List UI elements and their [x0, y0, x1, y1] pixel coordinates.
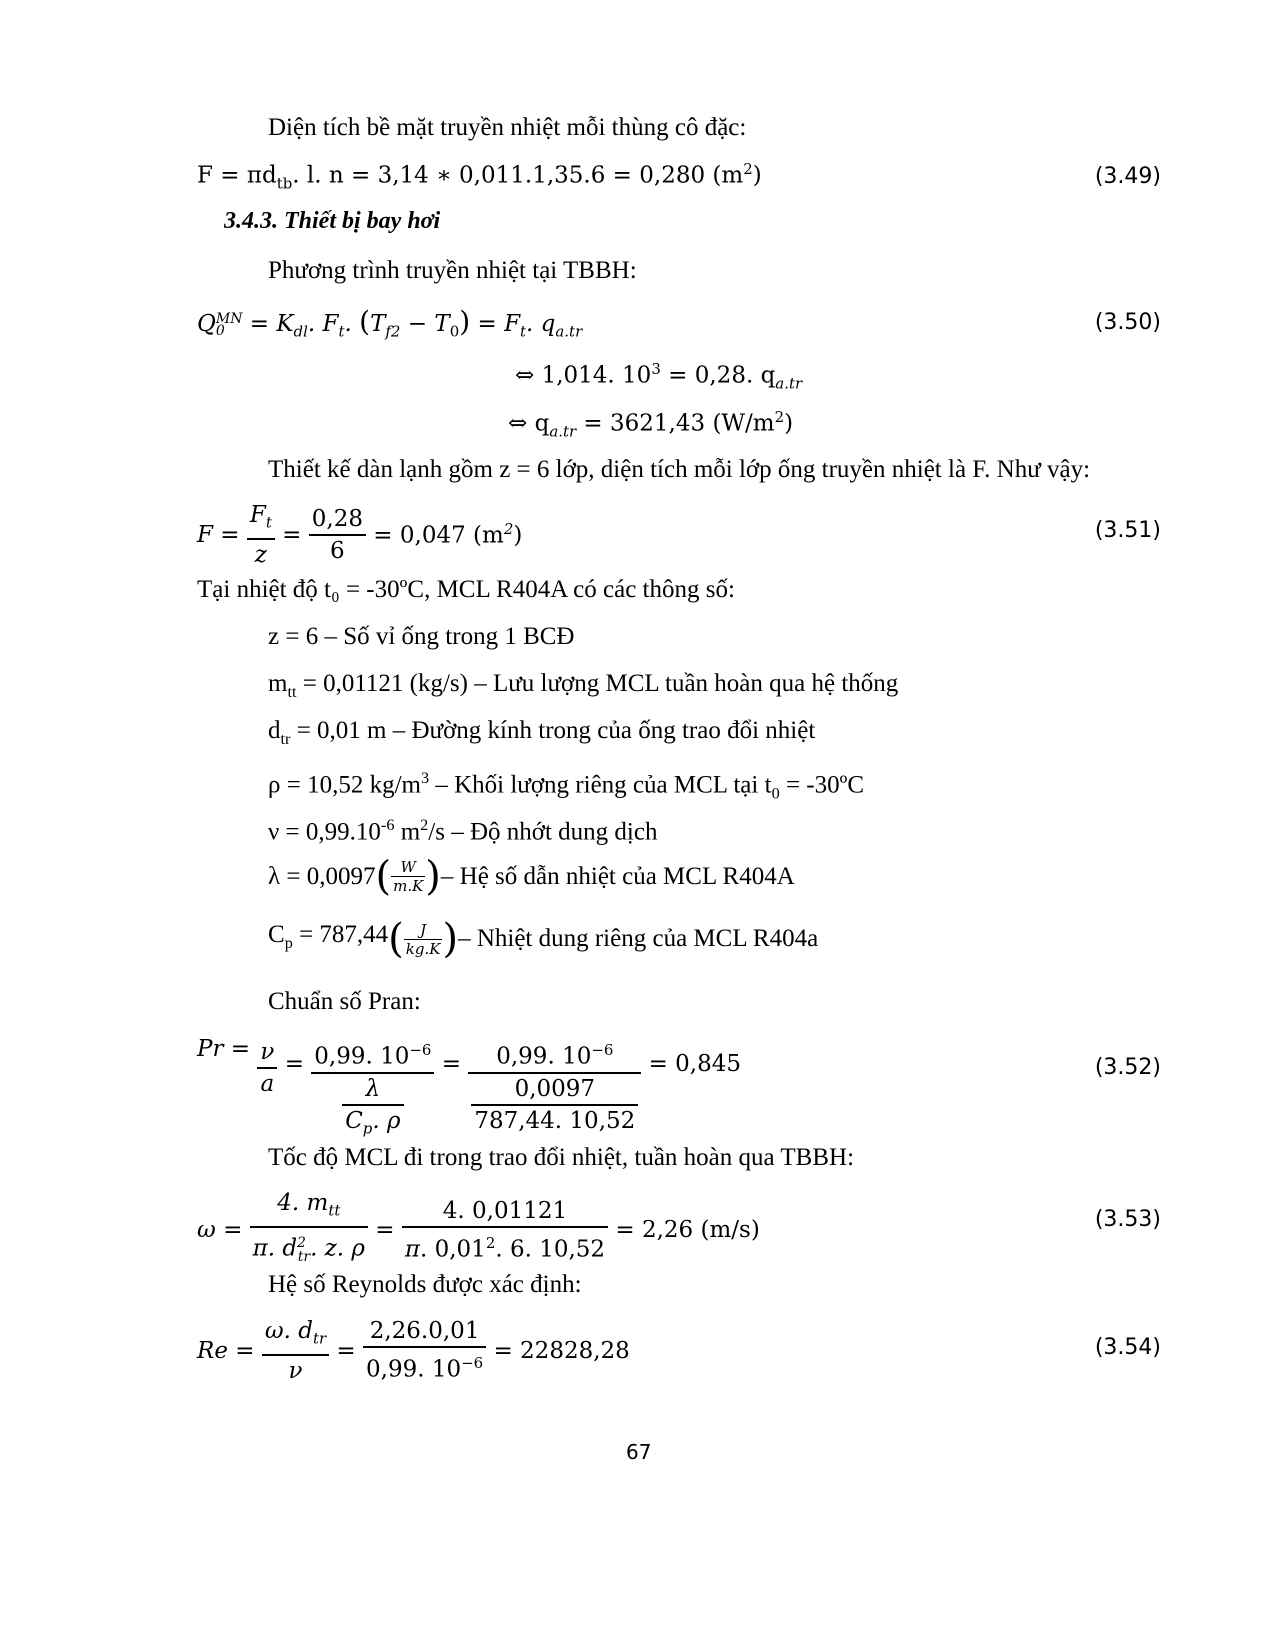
equation-number-3-53: (3.53) [1094, 1207, 1161, 1232]
equation-3-50-step2: ⇔ $q_{a.tr} = 3621,43$ $(W/m^2)$ [508, 408, 794, 441]
paragraph-prandtl: Chuẩn số Pran: [268, 988, 421, 1015]
equation-3-50: Q MN 0 = $K_{dl}$. $F_t$. $(T_{f2} - T_0) = F_t$. $q_{a.tr}$ [197, 305, 583, 341]
paragraph-heat-equation: Phương trình truyền nhiệt tại TBBH: [268, 257, 637, 284]
param-conductivity: λ = 0,0097( $\frac{W}{m.K}$ )– Hệ số dẫn nhiệt của MCL R404A [268, 853, 795, 900]
equation-number-3-49: (3.49) [1094, 164, 1161, 189]
equation-3-54: Re = $\frac{\omega. d_{tr}}{\nu}$ = $\frac{2,26.0,01}{0,99. 10^{-6}}$ = 22828,28 [197, 1318, 630, 1384]
equation-number-3-50: (3.50) [1094, 310, 1161, 335]
param-inner-diameter: $d_{tr} = 0,01$ m – Đường kính trong của ống trao đổi nhiệt [268, 717, 816, 748]
page-number: 67 [626, 1440, 652, 1464]
section-heading: 3.4.3. Thiết bị bay hơi [224, 208, 441, 234]
equation-number-3-54: (3.54) [1094, 1335, 1161, 1360]
param-density: ρ = 10,52 $kg/m^3$ – Khối lượng riêng của MCL tại $t_0$ = -30ºC [268, 769, 865, 803]
paragraph-velocity: Tốc độ MCL đi trong trao đổi nhiệt, tuần hoàn qua TBBH: [268, 1144, 855, 1171]
eq349-sub: tb [276, 174, 293, 193]
param-mass-flow: $m_{tt} = 0,01121$ (kg/s) – Lưu lượng MCL tuần hoàn qua hệ thống [268, 670, 899, 701]
paragraph-reynolds: Hệ số Reynolds được xác định: [268, 1271, 582, 1298]
equation-3-50-step1: ⇔ 1,014. $10^3 = 0,28$. $q_{a.tr}$ [515, 360, 803, 393]
equation-3-52: Pr = $\frac{\nu}{a}$ = $\frac{0,99. 10^{-6}}{\frac{\lambda}{C_p. \rho}}$ = $\frac{0,99. 10^{-6}}{\frac{0,0097}{787,44. 10,52}}$ = 0,845 [197, 1036, 742, 1138]
param-z: z = 6 – Số vỉ ống trong 1 BCĐ [268, 623, 575, 650]
equation-number-3-52: (3.52) [1094, 1055, 1161, 1080]
equation-3-51: F = $\frac{F_t}{z}$ = $\frac{0,28}{6}$ = 0,047 $(m^2)$ [197, 502, 523, 568]
eq349-sup: 2 [743, 160, 753, 178]
param-specific-heat: $C_p = 787,44$( $\frac{J}{kg.K}$ )– Nhiệt dung riêng của MCL R404a [268, 916, 819, 962]
param-viscosity: $\nu = 0,99.10^{-6}$ $m^2/s$ – Độ nhớt dung dịch [268, 816, 658, 846]
eq349-lhs: F = πd [197, 162, 277, 189]
equation-3-53: ω = $\frac{4. m_{tt}}{\pi. d^2_{tr}. z. \rho}$ = $\frac{4. 0,01121}{\pi. 0,01^2. 6. 10,52}$ = 2,26 (m/s) [197, 1190, 760, 1265]
paragraph-surface-area: Diện tích bề mặt truyền nhiệt mỗi thùng cô đặc: [268, 114, 747, 141]
paragraph-evaporator-layers: Thiết kế dàn lạnh gồm z = 6 lớp, diện tích mỗi lớp ống truyền nhiệt là F. Như vậy: [268, 456, 1091, 483]
eq349-rest: . l. n = 3,14 ∗ 0,011.1,35.6 = 0,280 (m [292, 162, 744, 189]
eq349-end: ) [752, 162, 762, 189]
equation-3-49 [197, 160, 762, 192]
equation-number-3-51: (3.51) [1094, 518, 1161, 543]
paragraph-parameters-intro: Tại nhiệt độ t₀ = -30ºC, MCL R404A có các thông số: [197, 576, 735, 603]
